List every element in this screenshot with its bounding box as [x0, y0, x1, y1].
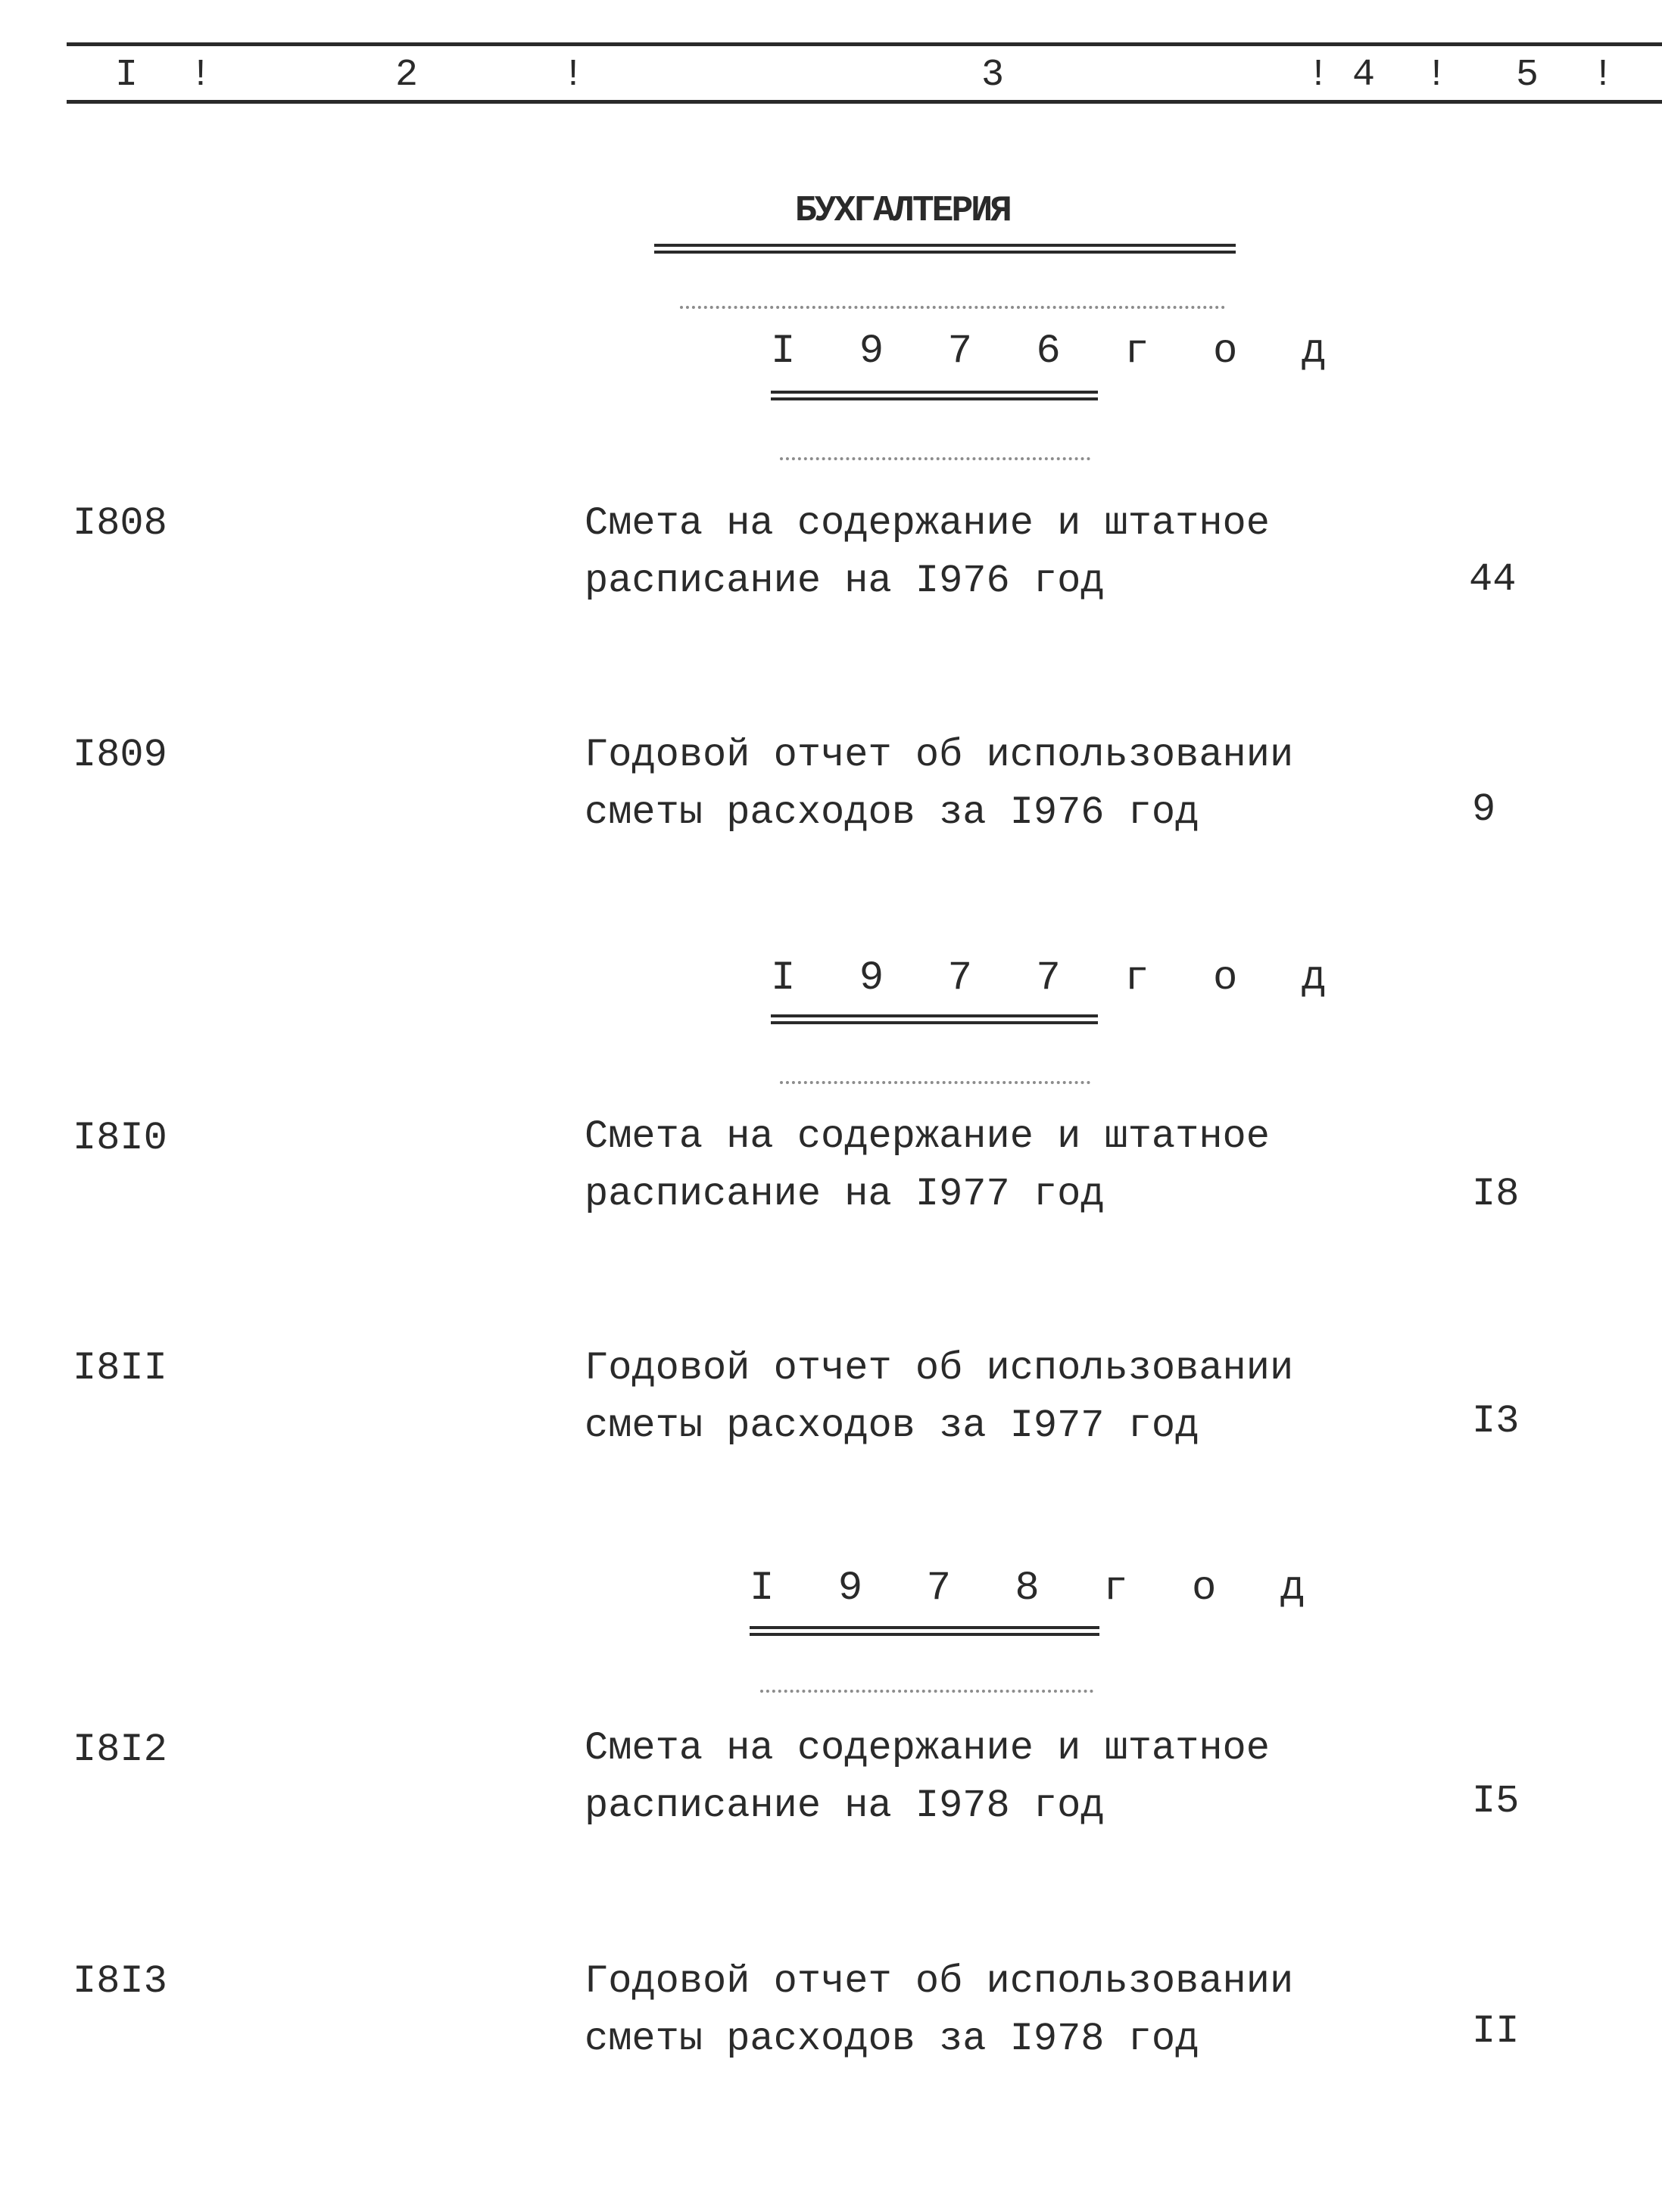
entry-title — [585, 1108, 1270, 1223]
column-separator: ! — [1307, 54, 1330, 97]
entry-sheet-count: I8 — [1472, 1172, 1520, 1217]
entry-title-line: сметы расходов за I976 год — [585, 790, 1199, 835]
entry-title — [585, 495, 1270, 610]
entry-title-line: Смета на содержание и штатное — [585, 1726, 1270, 1771]
entry-number: I809 — [73, 733, 167, 777]
entry-title — [585, 1953, 1293, 2068]
entry-number: I8II — [73, 1346, 167, 1391]
entry-title — [585, 727, 1293, 842]
year-underline — [771, 1014, 1098, 1024]
column-number-4: 4 — [1352, 54, 1376, 97]
entry-number: I808 — [73, 501, 167, 546]
header-bottom-rule — [67, 100, 1662, 104]
entry-title-line: расписание на I976 год — [585, 559, 1105, 603]
column-number-5: 5 — [1516, 54, 1539, 97]
entry-sheet-count: 44 — [1469, 557, 1517, 602]
entry-number: I8I0 — [73, 1116, 167, 1161]
entry-number: I8I2 — [73, 1728, 167, 1772]
header-top-rule — [67, 42, 1662, 46]
entry-sheet-count: 9 — [1472, 787, 1496, 832]
dotted-separator — [680, 306, 1225, 309]
column-number-2: 2 — [395, 54, 419, 97]
entry-sheet-count: II — [1472, 2009, 1520, 2054]
entry-title-line: сметы расходов за I977 год — [585, 1404, 1199, 1448]
entry-title-line: Годовой отчет об использовании — [585, 733, 1294, 777]
entry-title — [585, 1340, 1293, 1455]
dotted-separator — [780, 457, 1090, 460]
year-underline — [750, 1626, 1099, 1636]
year-heading: I 9 7 6 г о д — [771, 329, 1346, 375]
entry-title-line: расписание на I978 год — [585, 1784, 1105, 1828]
year-heading: I 9 7 7 г о д — [771, 955, 1346, 1002]
dotted-separator — [780, 1081, 1090, 1084]
entry-title-line: расписание на I977 год — [585, 1172, 1105, 1217]
entry-title-line: Смета на содержание и штатное — [585, 1114, 1270, 1159]
column-number-3: 3 — [981, 54, 1005, 97]
dotted-separator — [760, 1690, 1093, 1693]
entry-title-line: Годовой отчет об использовании — [585, 1346, 1294, 1391]
column-separator: ! — [189, 54, 213, 97]
year-underline — [771, 391, 1098, 400]
entry-title-line: Смета на содержание и штатное — [585, 501, 1270, 546]
department-title: БУХГАЛТЕРИЯ — [795, 191, 1010, 232]
entry-title-line: сметы расходов за I978 год — [585, 2017, 1199, 2061]
year-heading: I 9 7 8 г о д — [750, 1566, 1325, 1612]
entry-number: I8I3 — [73, 1959, 167, 2004]
entry-title-line: Годовой отчет об использовании — [585, 1959, 1294, 2004]
column-separator: ! — [1425, 54, 1448, 97]
entry-title — [585, 1720, 1270, 1835]
column-number-1: I — [115, 54, 139, 97]
entry-sheet-count: I5 — [1472, 1779, 1520, 1824]
entry-sheet-count: I3 — [1472, 1399, 1520, 1444]
column-separator: ! — [1592, 54, 1615, 97]
department-underline — [654, 244, 1236, 254]
column-separator: ! — [562, 54, 585, 97]
